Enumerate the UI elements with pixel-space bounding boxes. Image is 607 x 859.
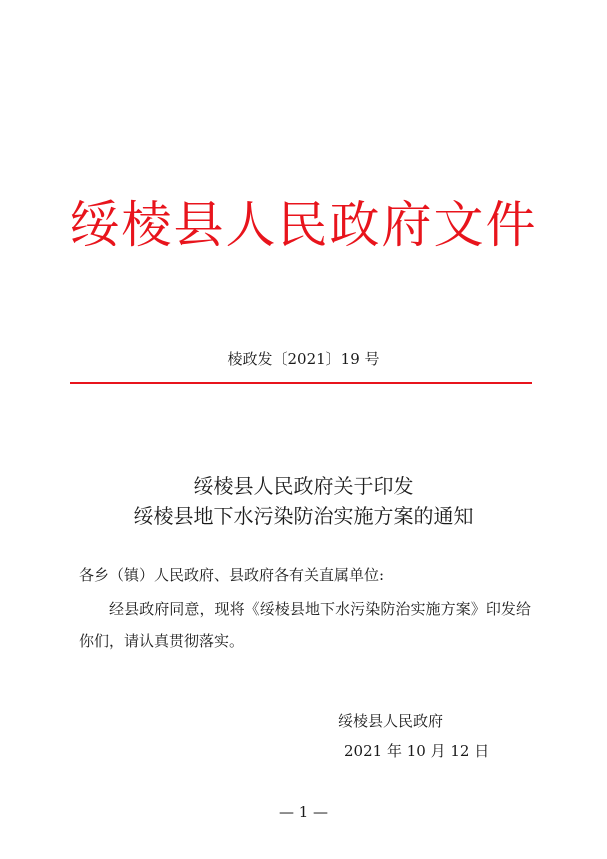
title-line-2: 绥棱县地下水污染防治实施方案的通知 bbox=[133, 504, 474, 528]
issue-date: 2021 年 10 月 12 日 bbox=[344, 742, 490, 760]
document-masthead: 绥棱县人民政府文件 bbox=[69, 196, 538, 254]
page-number: — 1 — bbox=[278, 803, 329, 821]
document-number: 棱政发〔2021〕19 号 bbox=[227, 350, 380, 368]
document-title bbox=[0, 471, 607, 531]
body-paragraph: 经县政府同意，现将《绥棱县地下水污染防治实施方案》印发给你们，请认真贯彻落实。 bbox=[79, 600, 531, 650]
title-line-1: 绥棱县人民政府关于印发 bbox=[193, 474, 414, 498]
issuer-name: 绥棱县人民政府 bbox=[338, 712, 444, 730]
salutation: 各乡（镇）人民政府、县政府各有关直属单位: bbox=[79, 566, 385, 584]
red-separator-line bbox=[70, 382, 532, 384]
